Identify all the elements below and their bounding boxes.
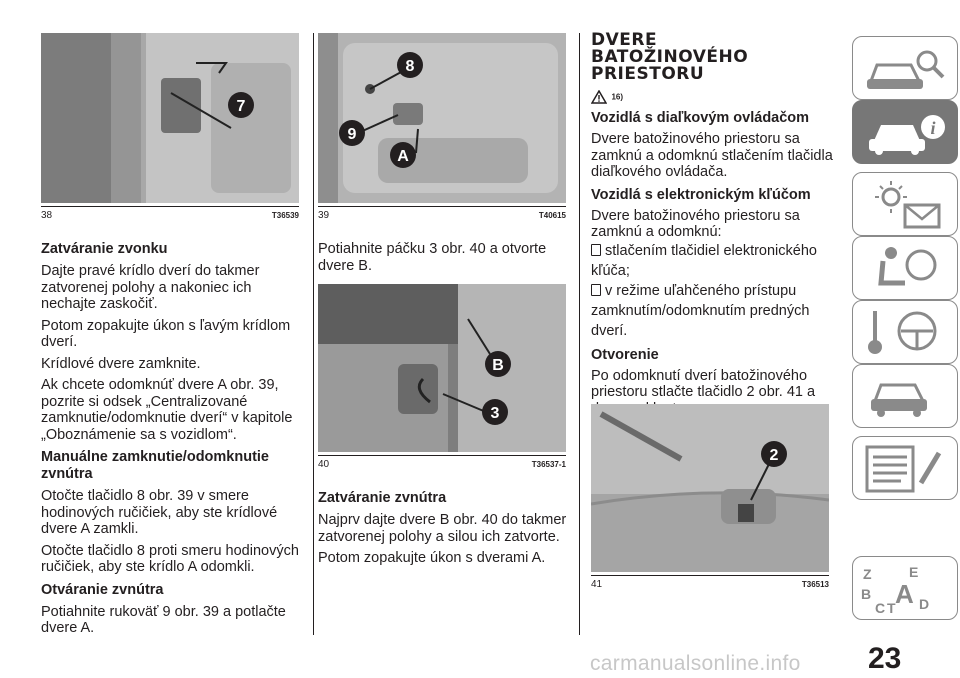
- watermark: carmanualsonline.info: [590, 652, 801, 675]
- index-letter: A: [895, 579, 914, 609]
- figure-number: 41: [591, 579, 603, 590]
- heading-opening-inside: Otváranie zvnútra: [41, 581, 164, 598]
- index-letter: E: [909, 564, 919, 580]
- paragraph: Ak chcete odomknúť dvere A obr. 39, pozrite si odsek „Centralizované zamknutie/odomknutie dverí“ v kapitole „Oboznámenie sa s vozidlom“.: [41, 377, 293, 443]
- callout-7: 7: [236, 98, 246, 115]
- heading-manual-lock: Manuálne zamknutie/odomknutie zvnútra: [41, 449, 269, 482]
- paragraph: Potiahnite páčku 3 obr. 40 a otvorte dvere B.: [318, 241, 547, 274]
- paragraph: Otočte tlačidlo 8 obr. 39 v smere hodinových ručičiek, aby ste krídlové dvere A zamkli.: [41, 488, 278, 537]
- warning-triangle-icon: [591, 90, 607, 104]
- callout-3: 3: [490, 405, 500, 422]
- tab-warning-lights[interactable]: [852, 172, 958, 236]
- paragraph: Dvere batožinového priestoru sa zamknú a odomknú:: [591, 207, 800, 240]
- svg-text:i: i: [930, 118, 936, 138]
- figure-code: T36513: [801, 580, 829, 589]
- column-2-text-bottom: [318, 490, 568, 567]
- tab-starting-driving[interactable]: [852, 300, 958, 364]
- figure-40-image: [318, 284, 566, 452]
- figure-41-image: [591, 404, 829, 572]
- callout-A: A: [397, 148, 409, 165]
- column-2-text-top: [318, 241, 568, 274]
- warning-light-message-icon: [861, 179, 951, 231]
- figure-39-image: [318, 33, 566, 203]
- figure-number: 38: [41, 210, 53, 221]
- index-letter: D: [919, 596, 930, 612]
- checkbox-bullet-icon: [591, 284, 601, 296]
- heading-electronic-key: Vozidlá s elektronickým kľúčom: [591, 186, 811, 203]
- column-separator: [579, 33, 580, 635]
- heading-remote: Vozidlá s diaľkovým ovládačom: [591, 110, 810, 126]
- column-3-text: [591, 32, 839, 417]
- car-maintenance-icon: [861, 371, 951, 423]
- figure-caption-rule: [41, 206, 299, 207]
- list-item: [591, 281, 839, 341]
- airbag-seat-icon: [861, 243, 951, 295]
- column-separator: [313, 33, 314, 635]
- callout-8: 8: [405, 58, 415, 75]
- paragraph: Dvere batožinového priestoru sa zamknú a odomknú stlačením tlačidla diaľkového ovládača.: [591, 131, 833, 180]
- figure-caption-rule: [591, 575, 829, 576]
- bullet-text: v režime uľahčeného prístupu zamknutím/odomknutím predných dverí.: [591, 282, 810, 339]
- heading-closing-inside: Zatváranie zvnútra: [318, 490, 447, 506]
- tab-technical-data[interactable]: [852, 436, 958, 500]
- figure-number: 40: [318, 459, 330, 470]
- figure-code: T36537-1: [531, 460, 566, 469]
- paragraph: Krídlové dvere zamknite.: [41, 355, 201, 372]
- alphabet-index-icon: [861, 563, 951, 615]
- index-letter: Z: [863, 566, 872, 582]
- paragraph: Potiahnite rukoväť 9 obr. 39 a potlačte dvere A.: [41, 603, 286, 636]
- column-1-text: [41, 241, 303, 637]
- bullet-text: stlačením tlačidiel elektronického kľúča;: [591, 242, 817, 279]
- list-item: [591, 241, 839, 281]
- key-steering-wheel-icon: [861, 307, 951, 359]
- section-title: DVERE BATOŽINOVÉHO PRIESTORU: [591, 30, 749, 84]
- car-search-icon: [861, 43, 951, 95]
- index-letter: C: [875, 600, 886, 615]
- page-number: 23: [868, 642, 902, 675]
- paragraph: Otočte tlačidlo 8 proti smeru hodinových ručičiek, aby ste krídlo A odomkli.: [41, 542, 299, 575]
- warning-reference: [591, 88, 839, 104]
- paragraph: Po odomknutí dverí batožinového priestoru stlačte tlačidlo 2 obr. 41 a: [591, 367, 816, 400]
- tab-emergency[interactable]: [852, 364, 958, 428]
- callout-2: 2: [769, 447, 779, 464]
- figure-caption-rule: [318, 455, 566, 456]
- tab-safety-info[interactable]: [852, 100, 958, 164]
- paragraph: Potom zopakujte úkon s dverami A.: [318, 550, 546, 566]
- callout-9: 9: [347, 126, 357, 143]
- figure-number: 39: [318, 210, 330, 221]
- index-letter: B: [861, 586, 872, 602]
- figure-code: T36539: [271, 211, 299, 220]
- checkbox-bullet-icon: [591, 244, 601, 256]
- tab-knowing-the-car[interactable]: [852, 36, 958, 100]
- callout-B: B: [492, 357, 504, 374]
- figure-code: T40615: [538, 211, 566, 220]
- heading-closing-outside: Zatváranie zvonku: [41, 241, 168, 257]
- technical-data-list-icon: [861, 443, 951, 495]
- heading-opening: Otvorenie: [591, 346, 659, 363]
- warning-ref-number: 16): [611, 92, 624, 102]
- paragraph: Najprv dajte dvere B obr. 40 do takmer zatvorenej polohy a silou ich zatvorte.: [318, 512, 567, 545]
- paragraph: Dajte pravé krídlo dverí do takmer zatvorenej polohy a nakoniec ich nechajte zaskočiť.: [41, 263, 260, 312]
- figure-caption-rule: [318, 206, 566, 207]
- paragraph: Potom zopakujte úkon s ľavým krídlom dverí.: [41, 317, 291, 350]
- index-letter: T: [887, 600, 896, 615]
- figure-38-image: [41, 33, 299, 203]
- tab-alphabetical-index[interactable]: [852, 556, 958, 620]
- tab-safety[interactable]: [852, 236, 958, 300]
- car-info-icon: [861, 107, 951, 159]
